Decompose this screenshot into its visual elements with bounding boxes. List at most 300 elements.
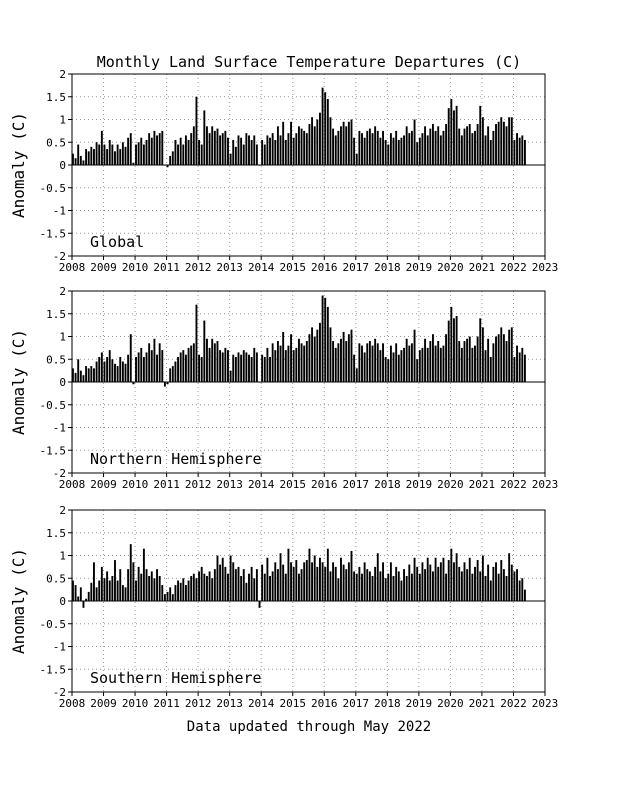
bar — [453, 110, 455, 165]
bar — [477, 124, 479, 165]
bar — [443, 346, 445, 382]
y-tick-label: 0 — [59, 159, 66, 172]
bar — [435, 346, 437, 382]
bar — [119, 149, 121, 165]
bar — [358, 131, 360, 165]
bar — [122, 585, 124, 601]
bar — [424, 126, 426, 165]
bar — [85, 366, 87, 382]
bar — [140, 574, 142, 601]
bar — [385, 578, 387, 601]
bar — [450, 307, 452, 382]
figure-title: Monthly Land Surface Temperature Departures (C) — [96, 53, 522, 71]
bar — [127, 355, 129, 382]
bar — [364, 352, 366, 382]
bar — [419, 138, 421, 165]
bar — [482, 327, 484, 382]
bar — [337, 131, 339, 165]
bar — [429, 341, 431, 382]
bar — [109, 581, 111, 601]
bar — [393, 138, 395, 165]
x-tick-label: 2021 — [468, 261, 496, 274]
bar — [487, 339, 489, 382]
bar — [83, 601, 85, 608]
bar — [169, 156, 171, 165]
bar — [109, 140, 111, 165]
bar — [303, 131, 305, 165]
bar — [443, 558, 445, 601]
bar — [521, 348, 523, 382]
bar — [379, 138, 381, 165]
bar — [222, 558, 224, 601]
bar — [272, 343, 274, 382]
bar — [151, 350, 153, 382]
bar — [214, 131, 216, 165]
bar — [280, 135, 282, 165]
bar — [135, 145, 137, 165]
bar — [266, 558, 268, 601]
bar — [385, 357, 387, 382]
bar — [106, 149, 108, 165]
y-tick-label: -2 — [52, 467, 66, 480]
bar — [464, 562, 466, 601]
bar — [335, 348, 337, 382]
bar — [148, 576, 150, 601]
bar — [340, 126, 342, 165]
bar — [174, 585, 176, 601]
bar — [301, 129, 303, 165]
bar — [172, 151, 174, 165]
bar — [513, 140, 515, 165]
bar — [372, 346, 374, 382]
bar — [487, 565, 489, 601]
bar — [508, 330, 510, 382]
bar — [146, 569, 148, 601]
bar — [185, 585, 187, 601]
bar — [224, 131, 226, 165]
bar — [114, 151, 116, 165]
bar — [222, 133, 224, 165]
bar — [298, 574, 300, 601]
bar — [161, 131, 163, 165]
bar — [206, 339, 208, 382]
bar — [519, 138, 521, 165]
bar — [266, 135, 268, 165]
bar — [498, 122, 500, 165]
y-tick-label: -1.5 — [39, 663, 66, 677]
y-tick-label: -1 — [52, 204, 66, 218]
bar — [198, 140, 200, 165]
bar — [238, 135, 240, 165]
bar — [508, 553, 510, 601]
bar — [503, 569, 505, 601]
bar — [477, 560, 479, 601]
x-tick-label: 2009 — [90, 478, 117, 491]
bar — [416, 142, 418, 165]
bar — [274, 350, 276, 382]
bar — [209, 348, 211, 382]
bar — [408, 133, 410, 165]
bar — [106, 357, 108, 382]
bar — [374, 339, 376, 382]
bar — [521, 578, 523, 601]
bar — [432, 334, 434, 382]
bar — [148, 343, 150, 382]
bar — [156, 135, 158, 165]
bar — [358, 567, 360, 601]
bar — [450, 549, 452, 601]
bar — [156, 569, 158, 601]
bar — [96, 362, 98, 382]
bar — [282, 332, 284, 382]
bar — [130, 133, 132, 165]
bar — [219, 350, 221, 382]
bar — [238, 567, 240, 601]
bar — [75, 158, 77, 165]
bar — [469, 337, 471, 383]
bar — [80, 371, 82, 382]
bar — [469, 124, 471, 165]
bar — [235, 147, 237, 165]
x-tick-label: 2018 — [374, 261, 401, 274]
y-tick-label: 0.5 — [46, 353, 66, 367]
bar — [306, 133, 308, 165]
bar — [337, 578, 339, 601]
x-tick-label: 2011 — [153, 261, 180, 274]
bar — [485, 576, 487, 601]
bar — [172, 366, 174, 382]
bar — [332, 341, 334, 382]
bar — [232, 355, 234, 382]
bar — [343, 122, 345, 165]
bar — [327, 549, 329, 601]
bar — [106, 571, 108, 601]
bar — [345, 126, 347, 165]
bar — [285, 350, 287, 382]
bar — [387, 574, 389, 601]
bar — [222, 352, 224, 382]
bar — [77, 359, 79, 382]
bar — [443, 131, 445, 165]
bar — [122, 362, 124, 382]
bar — [206, 126, 208, 165]
bar — [319, 558, 321, 601]
bar — [316, 120, 318, 166]
x-tick-label: 2011 — [153, 478, 180, 491]
bar — [285, 140, 287, 165]
bar — [251, 567, 253, 601]
bar — [519, 581, 521, 601]
bar — [261, 355, 263, 382]
bar — [135, 357, 137, 382]
bar — [492, 567, 494, 601]
bar — [219, 565, 221, 601]
bar — [348, 334, 350, 382]
bar — [217, 556, 219, 602]
y-tick-label: -1.5 — [39, 444, 66, 458]
bar — [492, 131, 494, 165]
bar — [264, 145, 266, 165]
bar — [474, 131, 476, 165]
bar — [458, 567, 460, 601]
bar — [524, 590, 526, 601]
bar — [282, 122, 284, 165]
x-tick-label: 2022 — [500, 478, 527, 491]
bar — [421, 133, 423, 165]
x-tick-label: 2011 — [153, 697, 180, 710]
bar — [461, 135, 463, 165]
bar — [245, 352, 247, 382]
bar — [290, 122, 292, 165]
bar — [485, 350, 487, 382]
bar — [251, 357, 253, 382]
bar — [322, 562, 324, 601]
bar — [516, 569, 518, 601]
bar — [153, 578, 155, 601]
bar — [298, 126, 300, 165]
bar — [90, 583, 92, 601]
bar — [353, 571, 355, 601]
bar — [403, 348, 405, 382]
bar — [295, 133, 297, 165]
x-tick-label: 2009 — [90, 261, 117, 274]
bar — [93, 368, 95, 382]
x-tick-label: 2017 — [342, 697, 370, 710]
bar — [274, 140, 276, 165]
bar — [519, 352, 521, 382]
bar — [369, 571, 371, 601]
bar — [153, 339, 155, 382]
bar — [327, 99, 329, 165]
bar — [421, 348, 423, 382]
bar — [513, 571, 515, 601]
bar — [111, 359, 113, 382]
bar — [169, 368, 171, 382]
bar — [411, 131, 413, 165]
bar — [109, 350, 111, 382]
bar — [416, 359, 418, 382]
bar — [487, 126, 489, 165]
x-tick-label: 2023 — [531, 261, 559, 274]
bar — [164, 594, 166, 601]
bar — [253, 135, 255, 165]
bar — [98, 581, 100, 601]
bar — [211, 126, 213, 165]
bar — [217, 129, 219, 165]
bar — [398, 355, 400, 382]
bar — [293, 567, 295, 601]
y-tick-label: -1.5 — [39, 227, 66, 241]
bar — [495, 562, 497, 601]
bar — [211, 339, 213, 382]
bar — [356, 368, 358, 382]
bar — [167, 165, 169, 167]
bar — [464, 129, 466, 165]
bar — [272, 571, 274, 601]
bar — [427, 135, 429, 165]
bar — [393, 352, 395, 382]
bar — [324, 567, 326, 601]
bar — [471, 133, 473, 165]
bar — [456, 553, 458, 601]
x-tick-label: 2023 — [531, 697, 559, 710]
bar — [235, 357, 237, 382]
bar — [269, 576, 271, 601]
bar — [479, 571, 481, 601]
bar — [437, 126, 439, 165]
bar — [314, 556, 316, 602]
bar — [403, 135, 405, 165]
bar — [96, 142, 98, 165]
bar — [80, 587, 82, 601]
bar — [408, 346, 410, 382]
bar — [211, 578, 213, 601]
bar — [174, 362, 176, 382]
bar — [358, 343, 360, 382]
bar — [437, 341, 439, 382]
bar — [372, 133, 374, 165]
bar — [348, 562, 350, 601]
bar — [366, 343, 368, 382]
bar — [117, 145, 119, 165]
bar — [151, 571, 153, 601]
bar — [227, 138, 229, 165]
y-tick-label: 1 — [59, 113, 66, 127]
x-tick-label: 2012 — [184, 697, 212, 710]
bar — [111, 576, 113, 601]
bar — [177, 581, 179, 601]
y-tick-label: 0 — [59, 595, 66, 608]
region-label: Global — [90, 233, 145, 251]
y-tick-label: -0.5 — [39, 617, 66, 631]
bar — [232, 140, 234, 165]
x-tick-label: 2008 — [58, 261, 86, 274]
y-tick-label: -2 — [52, 686, 66, 699]
x-tick-label: 2015 — [279, 697, 306, 710]
bar — [311, 327, 313, 382]
bar — [122, 142, 124, 165]
x-tick-label: 2019 — [405, 478, 433, 491]
bar — [130, 544, 132, 601]
bar — [293, 350, 295, 382]
bar — [432, 124, 434, 165]
bar — [148, 133, 150, 165]
bar — [461, 571, 463, 601]
bar — [264, 574, 266, 601]
bar — [492, 343, 494, 382]
bar — [351, 330, 353, 382]
bar — [185, 355, 187, 382]
bar — [506, 126, 508, 165]
bar — [188, 348, 190, 382]
bar — [93, 562, 95, 601]
bar — [83, 375, 85, 382]
bar — [156, 355, 158, 382]
bar — [335, 135, 337, 165]
y-tick-label: 1 — [59, 330, 66, 344]
bar — [332, 129, 334, 165]
bar — [248, 355, 250, 382]
bar — [411, 574, 413, 601]
bar — [164, 382, 166, 387]
bar — [427, 348, 429, 382]
x-tick-label: 2017 — [342, 478, 370, 491]
bar — [243, 145, 245, 165]
bar — [403, 569, 405, 601]
bar — [104, 362, 106, 382]
x-tick-label: 2013 — [216, 697, 243, 710]
bar — [104, 578, 106, 601]
bar — [146, 352, 148, 382]
bar — [159, 133, 161, 165]
y-tick-label: 1.5 — [46, 307, 66, 321]
x-tick-label: 2021 — [468, 478, 496, 491]
bar — [230, 154, 232, 165]
bar — [201, 145, 203, 165]
bar — [419, 350, 421, 382]
bar — [374, 567, 376, 601]
bar — [182, 578, 184, 601]
bar — [435, 131, 437, 165]
x-tick-label: 2013 — [216, 478, 243, 491]
bar — [464, 341, 466, 382]
bar — [369, 129, 371, 165]
y-axis-label: Anomaly (C) — [9, 329, 28, 435]
y-tick-label: 2 — [59, 504, 66, 517]
bar — [395, 343, 397, 382]
bar — [332, 562, 334, 601]
bar — [132, 562, 134, 601]
bar — [490, 140, 492, 165]
bar — [238, 352, 240, 382]
bar — [461, 348, 463, 382]
bar — [345, 569, 347, 601]
bar — [361, 346, 363, 382]
bar — [406, 576, 408, 601]
bar — [390, 346, 392, 382]
bar — [453, 318, 455, 382]
bar — [287, 346, 289, 382]
bar — [138, 352, 140, 382]
bar — [201, 357, 203, 382]
bar — [240, 576, 242, 601]
bar — [88, 592, 90, 601]
bar — [245, 583, 247, 601]
bar — [427, 558, 429, 601]
bar — [230, 371, 232, 382]
bar — [177, 145, 179, 165]
bar — [130, 334, 132, 382]
bar — [285, 574, 287, 601]
y-tick-label: 0.5 — [46, 136, 66, 150]
bar — [132, 382, 134, 384]
data-updated-note: Data updated through May 2022 — [186, 719, 432, 735]
bar — [298, 339, 300, 382]
bar — [280, 346, 282, 382]
bar — [466, 339, 468, 382]
bar — [400, 581, 402, 601]
bar — [330, 327, 332, 382]
x-tick-label: 2015 — [279, 261, 306, 274]
x-tick-label: 2021 — [468, 697, 496, 710]
bar — [295, 560, 297, 601]
bar — [167, 592, 169, 601]
bar — [458, 341, 460, 382]
bar — [93, 149, 95, 165]
bar — [117, 581, 119, 601]
bar — [330, 117, 332, 165]
bar — [259, 165, 261, 166]
